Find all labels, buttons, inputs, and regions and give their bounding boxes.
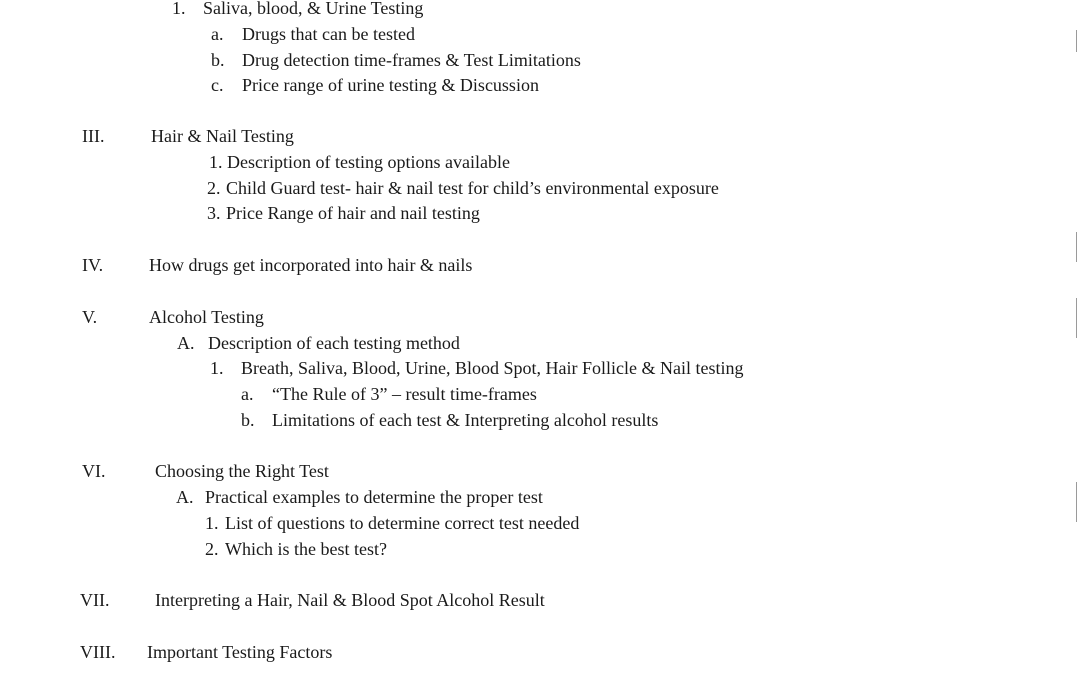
section-heading: Choosing the Right Test [155,461,329,481]
section-numeral: IV. [82,255,104,275]
section-heading: Hair & Nail Testing [151,126,294,146]
outline-marker: 1. [205,513,219,533]
outline-item-text: Drugs that can be tested [242,24,415,44]
outline-marker: 2. [205,539,219,559]
outline-item-text: Which is the best test? [225,539,387,559]
outline-marker: b. [241,410,255,430]
outline-marker: 3. [207,203,221,223]
outline-marker: a. [211,24,224,44]
outline-item-text: List of questions to determine correct test needed [225,513,580,533]
outline-marker: c. [211,75,224,95]
scan-edge-mark [1076,30,1077,52]
outline-marker: 2. [207,178,221,198]
outline-marker: 1. [209,152,223,172]
section-numeral: VI. [82,461,106,481]
outline-item-text: Description of testing options available [227,152,510,172]
section-heading: How drugs get incorporated into hair & nails [149,255,473,275]
outline-item-text: Breath, Saliva, Blood, Urine, Blood Spot, Hair Follicle & Nail testing [241,358,744,378]
section-numeral: VIII. [80,642,116,662]
outline-item-text: Description of each testing method [208,333,460,353]
section-heading: Important Testing Factors [147,642,333,662]
outline-marker: A. [176,487,194,507]
outline-marker: A. [177,333,195,353]
outline-marker: 1. [172,0,186,18]
scan-edge-mark [1076,298,1077,338]
outline-item-text: “The Rule of 3” – result time-frames [272,384,537,404]
outline-marker: a. [241,384,254,404]
outline-item-text: Price Range of hair and nail testing [226,203,480,223]
section-numeral: III. [82,126,105,146]
outline-item-text: Limitations of each test & Interpreting alcohol results [272,410,659,430]
section-numeral: VII. [80,590,110,610]
scan-edge-mark [1076,232,1077,262]
outline-item-text: Saliva, blood, & Urine Testing [203,0,424,18]
outline-marker: 1. [210,358,224,378]
outline-item-text: Child Guard test- hair & nail test for child’s environmental exposure [226,178,719,198]
outline-item-text: Practical examples to determine the proper test [205,487,543,507]
outline-item-text: Drug detection time-frames & Test Limitations [242,50,581,70]
section-heading: Interpreting a Hair, Nail & Blood Spot Alcohol Result [155,590,545,610]
section-heading: Alcohol Testing [149,307,264,327]
outline-marker: b. [211,50,225,70]
section-numeral: V. [82,307,98,327]
outline-item-text: Price range of urine testing & Discussion [242,75,539,95]
scan-edge-mark [1076,482,1077,522]
